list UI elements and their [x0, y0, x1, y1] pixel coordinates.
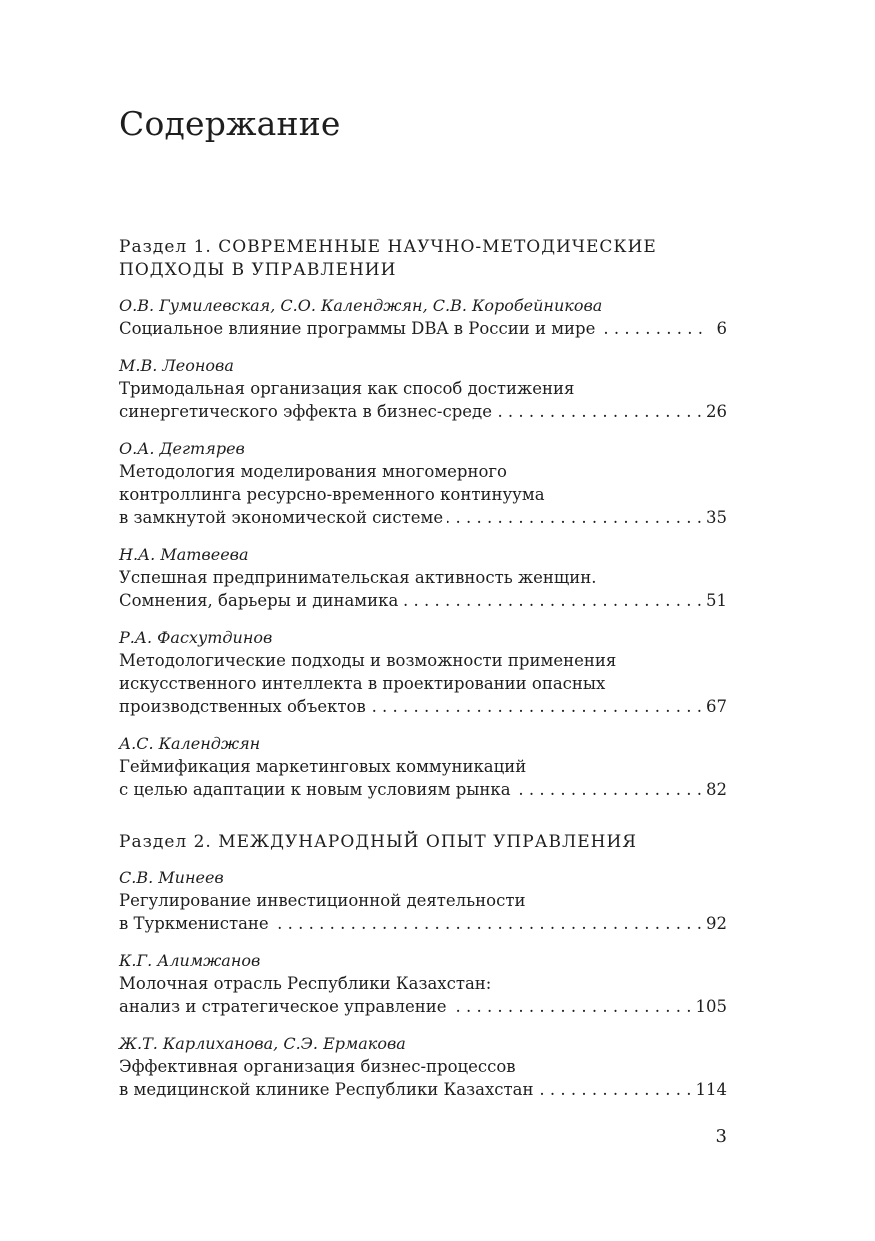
entry-title-last-line: [119, 506, 727, 529]
entry-authors: А.С. Календжян: [119, 734, 261, 753]
table-of-contents: [119, 236, 727, 1115]
dot-leader: [451, 995, 692, 1018]
entry-title-line: Методология моделирования многомерного: [119, 462, 507, 481]
section-heading[interactable]: [119, 831, 727, 854]
toc-entry[interactable]: [119, 294, 727, 340]
entry-authors: Ж.Т. Карлиханова, С.Э. Ермакова: [119, 1034, 406, 1053]
entry-title-last-line: [119, 912, 727, 935]
toc-entry[interactable]: [119, 949, 727, 1018]
dot-leader: [496, 400, 702, 423]
entry-title-text: Сомнения, барьеры и динамика: [119, 591, 399, 610]
entry-title-text: Социальное влияние программы DBA в России и мире: [119, 319, 596, 338]
dot-leader: [370, 695, 702, 718]
entry-title-line: искусственного интеллекта в проектировании опасных: [119, 674, 606, 693]
entry-authors: К.Г. Алимжанов: [119, 951, 261, 970]
entry-page-number: 105: [695, 997, 727, 1016]
toc-entry[interactable]: [119, 1032, 727, 1101]
entry-title-text: в медицинской клинике Республики Казахстан: [119, 1080, 534, 1099]
entry-title-last-line: [119, 778, 727, 801]
entry-page-number: 67: [706, 697, 727, 716]
entry-page-number: 51: [706, 591, 727, 610]
entry-page-number: 26: [706, 402, 727, 421]
toc-entry[interactable]: [119, 437, 727, 529]
entry-title-text: производственных объектов: [119, 697, 366, 716]
entry-title-last-line: [119, 317, 727, 340]
entry-title-line: Методологические подходы и возможности применения: [119, 651, 617, 670]
entry-title-line: Регулирование инвестиционной деятельности: [119, 891, 526, 910]
entry-title-last-line: [119, 995, 727, 1018]
dot-leader: [273, 912, 702, 935]
entry-title-line: Тримодальная организация как способ достижения: [119, 379, 575, 398]
page-number: 3: [715, 1126, 727, 1147]
section-heading-line: Раздел 1. СОВРЕМЕННЫЕ НАУЧНО-МЕТОДИЧЕСКИЕ: [119, 237, 657, 257]
entry-title-text: в Туркменистане: [119, 914, 269, 933]
dot-leader: [447, 506, 702, 529]
section-heading-line: Раздел 2. МЕЖДУНАРОДНЫЙ ОПЫТ УПРАВЛЕНИЯ: [119, 832, 638, 852]
entry-title-text: с целью адаптации к новым условиям рынка: [119, 780, 511, 799]
toc-entry[interactable]: [119, 732, 727, 801]
entry-page-number: 92: [706, 914, 727, 933]
entry-page-number: 35: [706, 508, 727, 527]
entry-title-last-line: [119, 589, 727, 612]
entry-title-line: Эффективная организация бизнес-процессов: [119, 1057, 516, 1076]
entry-title-line: контроллинга ресурсно-временного континуума: [119, 485, 545, 504]
entry-page-number: 82: [706, 780, 727, 799]
entry-authors: О.А. Дегтярев: [119, 439, 245, 458]
toc-entry[interactable]: [119, 354, 727, 423]
entry-authors: Н.А. Матвеева: [119, 545, 249, 564]
section-heading[interactable]: [119, 236, 727, 282]
entry-authors: Р.А. Фасхутдинов: [119, 628, 273, 647]
entry-authors: С.В. Минеев: [119, 868, 224, 887]
section-1: [119, 236, 727, 801]
toc-entry[interactable]: [119, 866, 727, 935]
entry-title-last-line: [119, 1078, 727, 1101]
toc-entry[interactable]: [119, 543, 727, 612]
entry-page-number: 6: [716, 319, 727, 338]
dot-leader: [599, 317, 703, 340]
dot-leader: [515, 778, 702, 801]
entry-title-last-line: [119, 400, 727, 423]
entry-title-text: синергетического эффекта в бизнес-среде: [119, 402, 492, 421]
dot-leader: [537, 1078, 691, 1101]
section-2: [119, 831, 727, 1101]
toc-entry[interactable]: [119, 626, 727, 718]
page-title: Содержание: [119, 104, 341, 143]
entry-page-number: 114: [695, 1080, 727, 1099]
dot-leader: [402, 589, 702, 612]
entry-title-text: анализ и стратегическое управление: [119, 997, 447, 1016]
entry-title-line: Геймификация маркетинговых коммуникаций: [119, 757, 527, 776]
entry-title-text: в замкнутой экономической системе: [119, 508, 444, 527]
entry-title-last-line: [119, 695, 727, 718]
section-heading-line: ПОДХОДЫ В УПРАВЛЕНИИ: [119, 260, 397, 280]
entry-title-line: Молочная отрасль Республики Казахстан:: [119, 974, 492, 993]
entry-authors: М.В. Леонова: [119, 356, 234, 375]
entry-authors: О.В. Гумилевская, С.О. Календжян, С.В. Коробейникова: [119, 296, 603, 315]
entry-title-line: Успешная предпринимательская активность женщин.: [119, 568, 597, 587]
